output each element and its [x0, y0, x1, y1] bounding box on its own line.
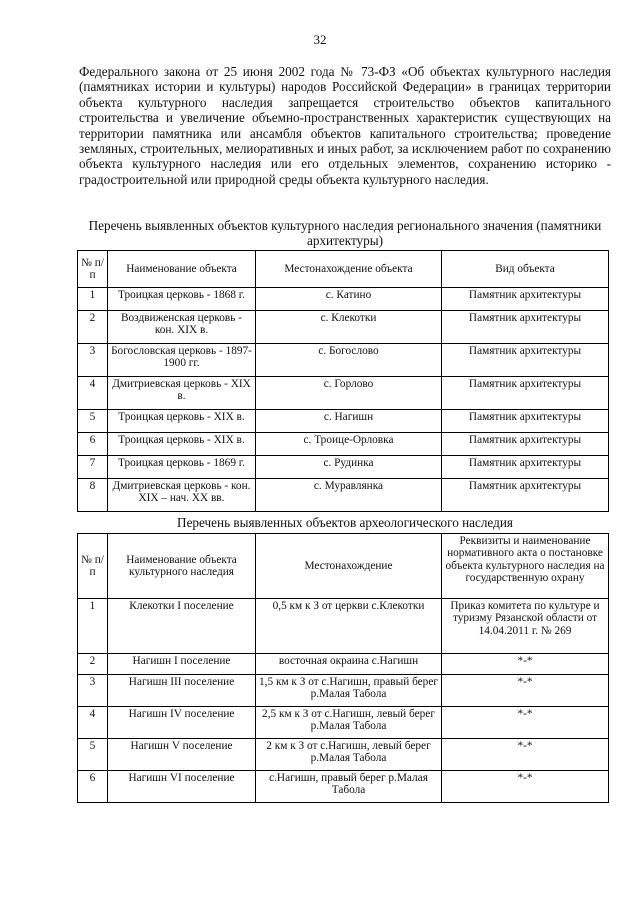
- object-name: Троицкая церковь - 1868 г.: [108, 288, 256, 311]
- object-type: Памятник архитектуры: [442, 288, 609, 311]
- table-row: [78, 707, 609, 739]
- table-row: [78, 344, 609, 377]
- archaeology-caption: Перечень выявленных объектов археологического наследия: [177, 515, 513, 530]
- intro-paragraph: Федерального закона от 25 июня 2002 года № 73-ФЗ «Об объектах культурного наследия (памятниках истории и культуры) народов Российской Федерации» в границах территории объекта культурного наследия запрещается строительство объектов капитального строительства и увеличение объемно-пространственных характеристик существующих на территории памятника или ансамбля объектов капитального строительства; проведение земляных, строительных, мелиоративных и иных работ, за исключением работ по сохранению объекта культурного наследия или его отдельных элементов, сохранению историко - градостроительной или природной среды объекта культурного наследия.: [79, 64, 611, 187]
- object-location: с. Катино: [256, 288, 442, 311]
- table-row: [78, 599, 609, 654]
- object-name: Троицкая церковь - XIX в.: [108, 433, 256, 456]
- header-cell: Реквизиты и наименование нормативного акта о постановке объекта культурного наследия на государственную охрану: [442, 534, 609, 599]
- object-location: с. Муравлянка: [256, 479, 442, 512]
- architecture-table: [77, 250, 609, 512]
- table-row: [78, 654, 609, 675]
- table-row: [78, 311, 609, 344]
- object-type: Памятник архитектуры: [442, 433, 609, 456]
- table-row: [78, 377, 609, 410]
- table-header-row: [78, 534, 609, 599]
- protection-act: Приказ комитета по культуре и туризму Рязанской области от 14.04.2011 г. № 269: [442, 599, 609, 654]
- protection-act: *-*: [442, 707, 609, 739]
- object-name: Нагишн VI поселение: [108, 771, 256, 803]
- architecture-caption: Перечень выявленных объектов культурного наследия регионального значения (памятники архитектуры): [88, 218, 602, 248]
- row-number: 5: [78, 410, 108, 433]
- object-type: Памятник архитектуры: [442, 344, 609, 377]
- row-number: 4: [78, 707, 108, 739]
- object-location: 2 км к З от с.Нагишн, левый берег р.Малая Табола: [256, 739, 442, 771]
- object-name: Нагишн III поселение: [108, 675, 256, 707]
- header-cell: № п/п: [78, 251, 108, 288]
- object-location: восточная окраина с.Нагишн: [256, 654, 442, 675]
- object-name: Троицкая церковь - XIX в.: [108, 410, 256, 433]
- table-row: [78, 433, 609, 456]
- object-name: Нагишн V поселение: [108, 739, 256, 771]
- object-location: с. Горлово: [256, 377, 442, 410]
- header-cell: Наименование объекта: [108, 251, 256, 288]
- table-row: [78, 675, 609, 707]
- table-row: [78, 771, 609, 803]
- table-header-row: [78, 251, 609, 288]
- row-number: 5: [78, 739, 108, 771]
- row-number: 8: [78, 479, 108, 512]
- header-cell: Местонахождение: [256, 534, 442, 599]
- object-type: Памятник архитектуры: [442, 410, 609, 433]
- table-row: [78, 456, 609, 479]
- object-type: Памятник архитектуры: [442, 377, 609, 410]
- table-row: [78, 739, 609, 771]
- protection-act: *-*: [442, 675, 609, 707]
- object-location: с. Клекотки: [256, 311, 442, 344]
- row-number: 1: [78, 288, 108, 311]
- row-number: 1: [78, 599, 108, 654]
- row-number: 3: [78, 344, 108, 377]
- row-number: 2: [78, 654, 108, 675]
- object-name: Нагишн I поселение: [108, 654, 256, 675]
- header-cell: Наименование объекта культурного наследия: [108, 534, 256, 599]
- object-location: 2,5 км к З от с.Нагишн, левый берег р.Малая Табола: [256, 707, 442, 739]
- object-name: Богословская церковь - 1897-1900 гг.: [108, 344, 256, 377]
- object-name: Воздвиженская церковь - кон. XIX в.: [108, 311, 256, 344]
- row-number: 2: [78, 311, 108, 344]
- object-location: с. Рудинка: [256, 456, 442, 479]
- object-location: 1,5 км к З от с.Нагишн, правый берег р.Малая Табола: [256, 675, 442, 707]
- protection-act: *-*: [442, 771, 609, 803]
- object-location: с. Троице-Орловка: [256, 433, 442, 456]
- object-type: Памятник архитектуры: [442, 311, 609, 344]
- table-row: [78, 410, 609, 433]
- row-number: 6: [78, 771, 108, 803]
- row-number: 4: [78, 377, 108, 410]
- header-cell: № п/п: [78, 534, 108, 599]
- object-location: 0,5 км к З от церкви с.Клекотки: [256, 599, 442, 654]
- object-location: с. Нагишн: [256, 410, 442, 433]
- page-number: 32: [313, 32, 327, 47]
- object-location: с. Богослово: [256, 344, 442, 377]
- object-type: Памятник архитектуры: [442, 456, 609, 479]
- header-cell: Местонахождение объекта: [256, 251, 442, 288]
- row-number: 6: [78, 433, 108, 456]
- object-name: Клекотки I поселение: [108, 599, 256, 654]
- header-cell: Вид объекта: [442, 251, 609, 288]
- archaeology-table: [77, 533, 609, 803]
- row-number: 7: [78, 456, 108, 479]
- object-location: с.Нагишн, правый берег р.Малая Табола: [256, 771, 442, 803]
- table-row: [78, 288, 609, 311]
- row-number: 3: [78, 675, 108, 707]
- table-row: [78, 479, 609, 512]
- protection-act: *-*: [442, 739, 609, 771]
- protection-act: *-*: [442, 654, 609, 675]
- object-name: Дмитриевская церковь - кон. XIX – нач. XX вв.: [108, 479, 256, 512]
- object-name: Нагишн IV поселение: [108, 707, 256, 739]
- object-name: Дмитриевская церковь - XIX в.: [108, 377, 256, 410]
- object-name: Троицкая церковь - 1869 г.: [108, 456, 256, 479]
- object-type: Памятник архитектуры: [442, 479, 609, 512]
